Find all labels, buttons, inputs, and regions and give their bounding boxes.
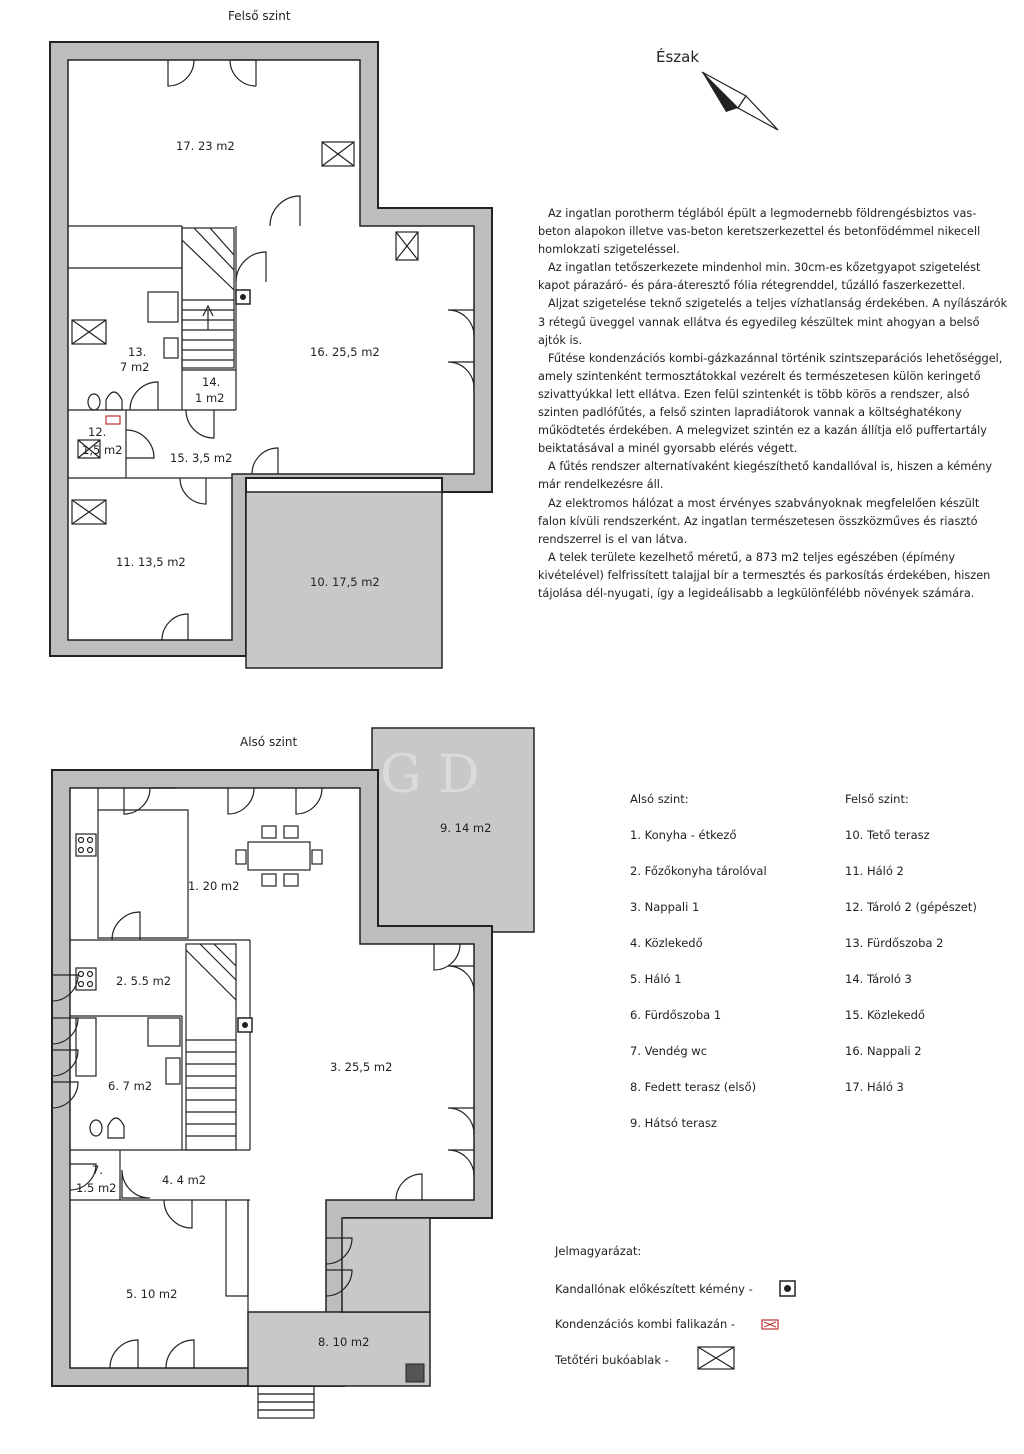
room-13-label-area: 7 m2 bbox=[120, 360, 150, 374]
lower-floor-title: Alsó szint bbox=[240, 735, 298, 749]
room-list-item: 9. Hátsó terasz bbox=[630, 1116, 717, 1130]
room-14-label-number: 14. bbox=[202, 375, 221, 389]
upper-chimney-icon bbox=[236, 290, 250, 304]
description-paragraph: A telek területe kezelhető méretű, a 873 m2 teljes egészében (épímény kivételével) felfrissített talajjal bír a termesztés és parkosítás érdekében, hiszen tájolása dél-nyugati, így a legideálisabb a legkülönfélébb növények számára. bbox=[538, 550, 991, 600]
room-list-item: 10. Tető terasz bbox=[845, 828, 930, 842]
room-list-item: 16. Nappali 2 bbox=[845, 1044, 922, 1058]
description-paragraph: Az elektromos hálózat a most érvényes szabványoknak megfelelően készült falon kívüli rendszerként. Az ingatlan természetesen összközműves és riasztó rendszerrel is el van látva. bbox=[538, 496, 980, 546]
room-list-item: 15. Közlekedő bbox=[845, 1008, 925, 1022]
watermark: G D bbox=[380, 745, 480, 805]
room-12-label-number: 12. bbox=[88, 425, 107, 439]
room-list-item: 13. Fürdőszoba 2 bbox=[845, 936, 944, 950]
description-paragraph: Az ingatlan tetőszerkezete mindenhol min. 30cm-es kőzetgyapot szigetelést kapot párazáró- és pára-áteresztő fólia rétegrenddel, tűzálló faszerkezettel. bbox=[538, 261, 981, 293]
key-chimney-icon bbox=[780, 1281, 795, 1296]
key-skylight-label: Tetőtéri bukóablak - bbox=[555, 1353, 669, 1367]
key-skylight-icon bbox=[698, 1347, 734, 1369]
upper-room-list bbox=[845, 792, 977, 1116]
lower-terrace-8 bbox=[248, 1312, 430, 1386]
description-paragraph: Fűtése kondenzációs kombi-gázkazánnal történik szintszeparációs lehetőséggel, amely szintenként termosztátokkal vezérelt és természetesen külön keringető szivattyúkkal lett ellátva. Ezen felül szintenkét is több körös a rendszer, alsó szinten padlófűtés, a felső szinten lapradiátorok vannak a költséghatékony működtetés érdekében. A melegvizet szintén ez a kazán állítja elő puffertartály beiktatásával a minél gyorsabb elérés végett. bbox=[538, 351, 1003, 456]
description-paragraph: A fűtés rendszer alternatívaként kiegészíthető kandallóval is, hiszen a kémény már rendelkezésre áll. bbox=[538, 460, 993, 492]
room-list-item: 17. Háló 3 bbox=[845, 1080, 904, 1094]
room-2-label: 2. 5.5 m2 bbox=[116, 974, 172, 988]
room-13-label-number: 13. bbox=[128, 345, 147, 359]
room-17-label: 17. 23 m2 bbox=[176, 139, 235, 153]
room-6-label: 6. 7 m2 bbox=[108, 1079, 153, 1093]
room-5-label: 5. 10 m2 bbox=[126, 1287, 178, 1301]
room-list-item: 12. Tároló 2 (gépészet) bbox=[845, 900, 977, 914]
room-list-item: 5. Háló 1 bbox=[630, 972, 682, 986]
lower-chimney-icon bbox=[238, 1018, 252, 1032]
description-paragraph: Az ingatlan porotherm téglából épült a legmodernebb földrengésbiztos vas-beton alapokon illetve vas-beton keretszerkezettel és betonfödémmel nikecell homlokzati szigeteléssel. bbox=[538, 207, 981, 257]
room-15-label: 15. 3,5 m2 bbox=[170, 451, 233, 465]
room-list-item: 1. Konyha - étkező bbox=[630, 828, 737, 842]
room-7-label-area: 1.5 m2 bbox=[76, 1181, 117, 1195]
room-list-item: 3. Nappali 1 bbox=[630, 900, 700, 914]
room-11-label: 11. 13,5 m2 bbox=[116, 555, 186, 569]
terrace-post bbox=[406, 1364, 424, 1382]
room-8-label: 8. 10 m2 bbox=[318, 1335, 370, 1349]
room-list-item: 7. Vendég wc bbox=[630, 1044, 708, 1058]
room-list-item: 2. Főzőkonyha tárolóval bbox=[630, 864, 767, 878]
room-16-label: 16. 25,5 m2 bbox=[310, 345, 380, 359]
property-description bbox=[538, 205, 1008, 603]
room-list-item: 11. Háló 2 bbox=[845, 864, 904, 878]
room-12-label-area: 1,5 m2 bbox=[82, 443, 123, 457]
north-arrow-icon bbox=[702, 72, 778, 130]
room-7-label-number: 7. bbox=[92, 1163, 103, 1177]
room-10-label: 10. 17,5 m2 bbox=[310, 575, 380, 589]
lower-room-list-title: Alsó szint: bbox=[630, 792, 689, 806]
lower-room-list bbox=[630, 792, 767, 1152]
entry-steps bbox=[258, 1386, 314, 1418]
room-list-item: 8. Fedett terasz (első) bbox=[630, 1080, 757, 1094]
room-list-item: 6. Fürdőszoba 1 bbox=[630, 1008, 722, 1022]
lower-terrace-8b bbox=[342, 1218, 430, 1312]
description-paragraph: Aljzat szigetelése teknő szigetelés a teljes vízhatlanság érdekében. A nyílászárók 3 rétegű üveggel vannak ellátva és egyedileg készültek mint ahogyan a belső ajtók is. bbox=[538, 297, 1008, 347]
key-title: Jelmagyarázat: bbox=[555, 1244, 642, 1258]
room-4-label: 4. 4 m2 bbox=[162, 1173, 207, 1187]
key-boiler-icon bbox=[762, 1320, 778, 1329]
room-list-item: 14. Tároló 3 bbox=[845, 972, 912, 986]
room-list-item: 4. Közlekedő bbox=[630, 936, 703, 950]
key-chimney-label: Kandallónak előkészített kémény - bbox=[555, 1282, 753, 1296]
room-14-label-area: 1 m2 bbox=[195, 391, 225, 405]
upper-floor-title: Felső szint bbox=[228, 9, 291, 23]
room-3-label: 3. 25,5 m2 bbox=[330, 1060, 393, 1074]
key-boiler-label: Kondenzációs kombi falikazán - bbox=[555, 1317, 736, 1331]
upper-room-list-title: Felső szint: bbox=[845, 792, 909, 806]
room-9-label: 9. 14 m2 bbox=[440, 821, 492, 835]
compass-label: Észak bbox=[656, 48, 700, 66]
room-1-label: 1. 20 m2 bbox=[188, 879, 240, 893]
